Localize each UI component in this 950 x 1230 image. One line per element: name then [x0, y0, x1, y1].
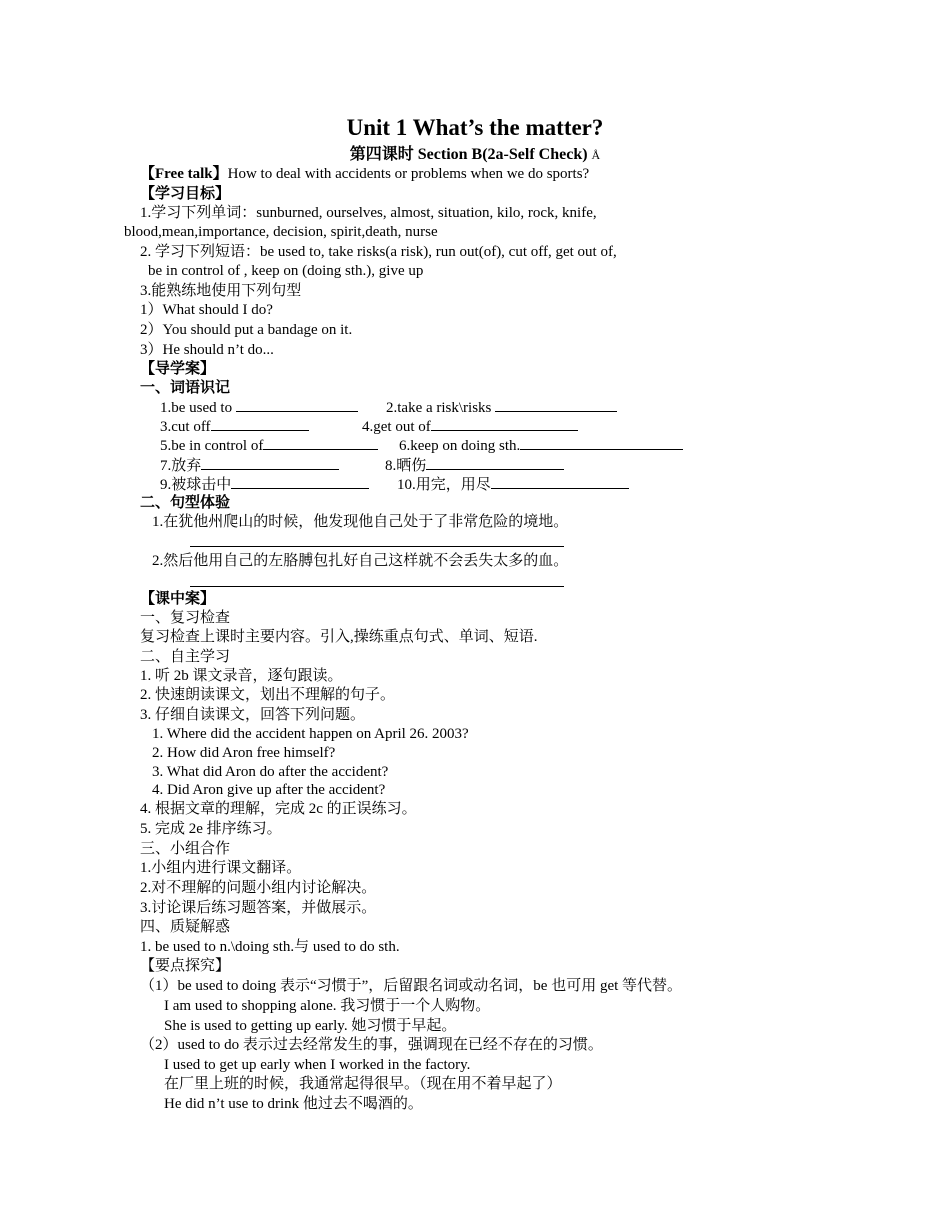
self-study-item: 5. 完成 2e 排序练习。	[140, 821, 282, 837]
answer-blank[interactable]	[263, 435, 378, 450]
vocab-item: 5.be in control of	[160, 435, 378, 456]
vocab-item: 10.用完，用尽	[397, 474, 629, 495]
example-sentence: He did n’t use to drink 他过去不喝酒的。	[164, 1096, 423, 1112]
answer-blank[interactable]	[211, 416, 309, 431]
objectives-label: 【学习目标】	[140, 186, 231, 202]
review-heading: 一、复习检查	[140, 610, 231, 626]
review-text: 复习检查上课时主要内容。引入,操练重点句式、单词、短语.	[140, 629, 538, 645]
vocab-item: 3.cut off	[160, 416, 309, 437]
self-study-heading: 二、自主学习	[140, 649, 231, 665]
vocab-item: 6.keep on doing sth.	[399, 435, 683, 456]
answer-blank[interactable]	[520, 435, 683, 450]
example-sentence: She is used to getting up early. 她习惯于早起。	[164, 1018, 457, 1034]
self-study-item: 2. 快速朗读课文，划出不理解的句子。	[140, 687, 396, 703]
answer-blank[interactable]	[236, 397, 358, 412]
question-item: 3. What did Aron do after the accident?	[152, 764, 389, 780]
answer-blank[interactable]	[231, 474, 369, 489]
translate-item: 1.在犹他州爬山的时候，他发现他自己处于了非常危险的境地。	[152, 514, 569, 530]
doubt-item: 1. be used to n.\doing sth.与 used to do sth.	[140, 939, 400, 955]
free-talk-label: 【Free talk】	[140, 166, 228, 182]
example-sentence: 在厂里上班的时候，我通常起得很早。（现在用不着早起了）	[164, 1076, 562, 1092]
answer-line[interactable]	[190, 546, 564, 547]
lesson-label: 【课中案】	[140, 591, 216, 607]
objective-2-line-1: 2. 学习下列短语：be used to, take risks(a risk), run out(of), cut off, get out of,	[140, 244, 617, 260]
key-points-label: 【要点探究】	[140, 958, 231, 974]
sentence-pattern: 1）What should I do?	[140, 302, 273, 318]
point-1: （1）be used to doing 表示“习惯于”，后留跟名词或动名词，be 也可用 get 等代替。	[140, 978, 683, 994]
question-item: 4. Did Aron give up after the accident?	[152, 782, 386, 798]
answer-blank[interactable]	[426, 455, 564, 470]
question-item: 1. Where did the accident happen on April 26. 2003?	[152, 726, 469, 742]
self-study-item: 4. 根据文章的理解，完成 2c 的正误练习。	[140, 801, 417, 817]
vocab-item: 1.be used to	[160, 397, 358, 418]
vocab-item: 8.晒伤	[385, 455, 564, 476]
page-title: Unit 1 What’s the matter?	[346, 115, 604, 140]
objective-1-line-2: blood,mean,importance, decision, spirit,death, nurse	[124, 224, 438, 240]
answer-blank[interactable]	[431, 416, 578, 431]
objective-1-line-1: 1.学习下列单词：sunburned, ourselves, almost, situation, kilo, rock, knife,	[140, 205, 597, 221]
translate-item: 2.然后他用自己的左胳膊包扎好自己这样就不会丢失太多的血。	[152, 553, 569, 569]
doubt-heading: 四、质疑解惑	[140, 919, 231, 935]
subtitle-mark: Å	[591, 148, 601, 162]
page-subtitle	[0, 145, 950, 165]
question-item: 2. How did Aron free himself?	[152, 745, 336, 761]
subtitle-text: 第四课时 Section B(2a-Self Check)	[349, 146, 588, 163]
self-study-item: 3. 仔细自读课文，回答下列问题。	[140, 707, 366, 723]
vocab-item: 2.take a risk\risks	[386, 397, 617, 418]
vocab-heading: 一、词语识记	[140, 380, 231, 396]
sentence-heading: 二、句型体验	[140, 495, 231, 511]
sentence-pattern: 2）You should put a bandage on it.	[140, 322, 353, 338]
group-item: 1.小组内进行课文翻译。	[140, 860, 302, 876]
point-2: （2）used to do 表示过去经常发生的事，强调现在已经不存在的习惯。	[140, 1037, 603, 1053]
objective-2-line-2: be in control of , keep on (doing sth.), give up	[148, 263, 424, 279]
self-study-item: 1. 听 2b 课文录音，逐句跟读。	[140, 668, 343, 684]
answer-blank[interactable]	[201, 455, 339, 470]
example-sentence: I used to get up early when I worked in the factory.	[164, 1057, 471, 1073]
vocab-item: 7.放弃	[160, 455, 339, 476]
group-item: 2.对不理解的问题小组内讨论解决。	[140, 880, 377, 896]
group-item: 3.讨论课后练习题答案，并做展示。	[140, 900, 377, 916]
answer-line[interactable]	[190, 586, 564, 587]
vocab-item: 4.get out of	[362, 416, 578, 437]
guide-label: 【导学案】	[140, 361, 216, 377]
example-sentence: I am used to shopping alone. 我习惯于一个人购物。	[164, 998, 491, 1014]
free-talk	[140, 165, 589, 184]
group-heading: 三、小组合作	[140, 841, 231, 857]
vocab-item: 9.被球击中	[160, 474, 369, 495]
objective-3: 3.能熟练地使用下列句型	[140, 283, 302, 299]
answer-blank[interactable]	[491, 474, 629, 489]
answer-blank[interactable]	[495, 397, 617, 412]
sentence-pattern: 3）He should n’t do...	[140, 342, 274, 358]
free-talk-text: How to deal with accidents or problems when we do sports?	[227, 166, 590, 182]
